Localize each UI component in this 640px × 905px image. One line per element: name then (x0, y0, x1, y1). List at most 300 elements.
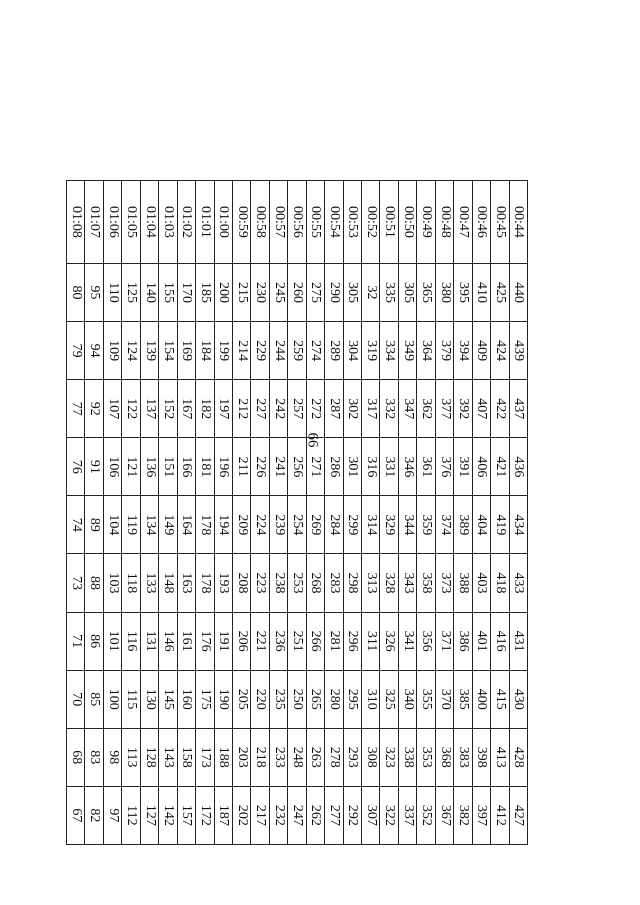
table-row (362, 181, 380, 845)
value-cell: 406 (472, 438, 490, 496)
value-cell: 287 (325, 380, 343, 438)
value-cell: 116 (122, 612, 140, 670)
value-cell: 403 (472, 554, 490, 612)
time-cell: 01:04 (140, 181, 158, 264)
value-cell: 395 (454, 264, 472, 322)
table-row (288, 181, 306, 845)
value-cell: 121 (122, 438, 140, 496)
value-cell: 341 (398, 612, 416, 670)
time-cell: 00:54 (325, 181, 343, 264)
value-cell: 206 (233, 612, 251, 670)
value-cell: 125 (122, 264, 140, 322)
value-cell: 317 (362, 380, 380, 438)
value-cell: 173 (196, 728, 214, 786)
value-cell: 422 (491, 380, 509, 438)
value-cell: 338 (398, 728, 416, 786)
value-cell: 259 (288, 322, 306, 380)
value-cell: 127 (140, 786, 158, 844)
value-cell: 139 (140, 322, 158, 380)
value-cell: 137 (140, 380, 158, 438)
value-cell: 107 (103, 380, 121, 438)
value-cell: 425 (491, 264, 509, 322)
value-cell: 305 (343, 264, 361, 322)
value-cell: 334 (380, 322, 398, 380)
value-cell: 104 (103, 496, 121, 554)
value-cell: 352 (417, 786, 435, 844)
value-cell: 382 (454, 786, 472, 844)
value-cell: 427 (509, 786, 527, 844)
time-cell: 00:44 (509, 181, 527, 264)
time-cell: 01:01 (196, 181, 214, 264)
value-cell: 380 (435, 264, 453, 322)
value-cell: 257 (288, 380, 306, 438)
value-cell: 230 (251, 264, 269, 322)
value-cell: 319 (362, 322, 380, 380)
value-cell: 101 (103, 612, 121, 670)
time-cell: 00:55 (306, 181, 324, 264)
value-cell: 209 (233, 496, 251, 554)
value-cell: 353 (417, 728, 435, 786)
value-cell: 167 (177, 380, 195, 438)
value-cell: 245 (269, 264, 287, 322)
value-cell: 92 (85, 380, 103, 438)
value-cell: 308 (362, 728, 380, 786)
value-cell: 212 (233, 380, 251, 438)
time-cell: 01:06 (103, 181, 121, 264)
value-cell: 431 (509, 612, 527, 670)
table-row (122, 181, 140, 845)
value-cell: 290 (325, 264, 343, 322)
value-cell: 436 (509, 438, 527, 496)
value-cell: 278 (325, 728, 343, 786)
table-body (67, 181, 528, 845)
value-cell: 103 (103, 554, 121, 612)
value-cell: 254 (288, 496, 306, 554)
value-cell: 247 (288, 786, 306, 844)
value-cell: 301 (343, 438, 361, 496)
table-row (472, 181, 490, 845)
value-cell: 77 (67, 380, 86, 438)
value-cell: 310 (362, 670, 380, 728)
value-cell: 322 (380, 786, 398, 844)
value-cell: 202 (233, 786, 251, 844)
value-cell: 205 (233, 670, 251, 728)
value-cell: 199 (214, 322, 232, 380)
value-cell: 421 (491, 438, 509, 496)
value-cell: 325 (380, 670, 398, 728)
value-cell: 302 (343, 380, 361, 438)
value-cell: 98 (103, 728, 121, 786)
value-cell: 415 (491, 670, 509, 728)
value-cell: 379 (435, 322, 453, 380)
value-cell: 215 (233, 264, 251, 322)
value-cell: 229 (251, 322, 269, 380)
value-cell: 124 (122, 322, 140, 380)
value-cell: 439 (509, 322, 527, 380)
value-cell: 412 (491, 786, 509, 844)
value-cell: 95 (85, 264, 103, 322)
value-cell: 79 (67, 322, 86, 380)
table-row (67, 181, 86, 845)
value-cell: 371 (435, 612, 453, 670)
value-cell: 76 (67, 438, 86, 496)
value-cell: 131 (140, 612, 158, 670)
value-cell: 359 (417, 496, 435, 554)
table-row (103, 181, 121, 845)
value-cell: 211 (233, 438, 251, 496)
time-cell: 00:57 (269, 181, 287, 264)
table-row (85, 181, 103, 845)
value-cell: 329 (380, 496, 398, 554)
time-cell: 00:53 (343, 181, 361, 264)
value-cell: 410 (472, 264, 490, 322)
value-cell: 281 (325, 612, 343, 670)
table-row (417, 181, 435, 845)
value-cell: 178 (196, 554, 214, 612)
value-cell: 196 (214, 438, 232, 496)
value-cell: 397 (472, 786, 490, 844)
table-row (159, 181, 177, 845)
value-cell: 80 (67, 264, 86, 322)
value-cell: 221 (251, 612, 269, 670)
value-cell: 194 (214, 496, 232, 554)
time-cell: 00:59 (233, 181, 251, 264)
value-cell: 155 (159, 264, 177, 322)
value-cell: 268 (306, 554, 324, 612)
value-cell: 314 (362, 496, 380, 554)
value-cell: 184 (196, 322, 214, 380)
value-cell: 226 (251, 438, 269, 496)
value-cell: 313 (362, 554, 380, 612)
time-cell: 00:56 (288, 181, 306, 264)
value-cell: 373 (435, 554, 453, 612)
value-cell: 70 (67, 670, 86, 728)
value-cell: 344 (398, 496, 416, 554)
value-cell: 158 (177, 728, 195, 786)
table-row (196, 181, 214, 845)
value-cell: 391 (454, 438, 472, 496)
value-cell: 253 (288, 554, 306, 612)
table-row (251, 181, 269, 845)
value-cell: 146 (159, 612, 177, 670)
value-cell: 362 (417, 380, 435, 438)
value-cell: 404 (472, 496, 490, 554)
value-cell: 284 (325, 496, 343, 554)
value-cell: 181 (196, 438, 214, 496)
value-cell: 283 (325, 554, 343, 612)
value-cell: 193 (214, 554, 232, 612)
time-cell: 01:08 (67, 181, 86, 264)
value-cell: 370 (435, 670, 453, 728)
value-cell: 388 (454, 554, 472, 612)
time-cell: 00:58 (251, 181, 269, 264)
value-cell: 394 (454, 322, 472, 380)
table-row (398, 181, 416, 845)
value-cell: 161 (177, 612, 195, 670)
value-cell: 82 (85, 786, 103, 844)
value-cell: 262 (306, 786, 324, 844)
value-cell: 296 (343, 612, 361, 670)
table-row (435, 181, 453, 845)
value-cell: 154 (159, 322, 177, 380)
value-cell: 218 (251, 728, 269, 786)
value-cell: 437 (509, 380, 527, 438)
value-cell: 277 (325, 786, 343, 844)
time-cell: 00:48 (435, 181, 453, 264)
value-cell: 232 (269, 786, 287, 844)
value-cell: 220 (251, 670, 269, 728)
value-cell: 235 (269, 670, 287, 728)
value-cell: 145 (159, 670, 177, 728)
value-cell: 187 (214, 786, 232, 844)
table-row (325, 181, 343, 845)
value-cell: 109 (103, 322, 121, 380)
table-row (306, 181, 324, 845)
value-cell: 419 (491, 496, 509, 554)
value-cell: 377 (435, 380, 453, 438)
value-cell: 272 (306, 380, 324, 438)
value-cell: 223 (251, 554, 269, 612)
table-row (491, 181, 509, 845)
value-cell: 200 (214, 264, 232, 322)
value-cell: 233 (269, 728, 287, 786)
rotated-table-container (66, 180, 528, 845)
value-cell: 86 (85, 612, 103, 670)
value-cell: 118 (122, 554, 140, 612)
value-cell: 368 (435, 728, 453, 786)
value-cell: 157 (177, 786, 195, 844)
value-cell: 166 (177, 438, 195, 496)
value-cell: 305 (398, 264, 416, 322)
value-cell: 307 (362, 786, 380, 844)
value-cell: 316 (362, 438, 380, 496)
value-cell: 292 (343, 786, 361, 844)
value-cell: 248 (288, 728, 306, 786)
value-cell: 242 (269, 380, 287, 438)
value-cell: 392 (454, 380, 472, 438)
table-row (380, 181, 398, 845)
value-cell: 68 (67, 728, 86, 786)
value-cell: 134 (140, 496, 158, 554)
value-cell: 143 (159, 728, 177, 786)
value-cell: 323 (380, 728, 398, 786)
value-cell: 367 (435, 786, 453, 844)
value-cell: 280 (325, 670, 343, 728)
value-cell: 203 (233, 728, 251, 786)
value-cell: 365 (417, 264, 435, 322)
value-cell: 182 (196, 380, 214, 438)
value-cell: 97 (103, 786, 121, 844)
value-cell: 185 (196, 264, 214, 322)
table-row (509, 181, 527, 845)
value-cell: 409 (472, 322, 490, 380)
value-cell: 217 (251, 786, 269, 844)
value-cell: 88 (85, 554, 103, 612)
value-cell: 271 (306, 438, 324, 496)
value-cell: 236 (269, 612, 287, 670)
value-cell: 250 (288, 670, 306, 728)
value-cell: 433 (509, 554, 527, 612)
value-cell: 191 (214, 612, 232, 670)
value-cell: 311 (362, 612, 380, 670)
value-cell: 256 (288, 438, 306, 496)
table-rotation-frame (66, 180, 528, 845)
value-cell: 337 (398, 786, 416, 844)
value-cell: 385 (454, 670, 472, 728)
table-row (177, 181, 195, 845)
value-cell: 269 (306, 496, 324, 554)
value-cell: 152 (159, 380, 177, 438)
value-cell: 356 (417, 612, 435, 670)
value-cell: 239 (269, 496, 287, 554)
value-cell: 140 (140, 264, 158, 322)
time-cell: 00:50 (398, 181, 416, 264)
value-cell: 293 (343, 728, 361, 786)
value-cell: 142 (159, 786, 177, 844)
value-cell: 398 (472, 728, 490, 786)
value-cell: 343 (398, 554, 416, 612)
table-row (454, 181, 472, 845)
value-cell: 238 (269, 554, 287, 612)
time-cell: 01:00 (214, 181, 232, 264)
value-cell: 274 (306, 322, 324, 380)
value-cell: 176 (196, 612, 214, 670)
value-cell: 128 (140, 728, 158, 786)
value-cell: 298 (343, 554, 361, 612)
value-cell: 112 (122, 786, 140, 844)
table-row (214, 181, 232, 845)
time-cell: 00:45 (491, 181, 509, 264)
value-cell: 67 (67, 786, 86, 844)
time-cell: 00:47 (454, 181, 472, 264)
value-cell: 401 (472, 612, 490, 670)
value-cell: 151 (159, 438, 177, 496)
value-cell: 331 (380, 438, 398, 496)
value-cell: 260 (288, 264, 306, 322)
value-cell: 169 (177, 322, 195, 380)
value-cell: 241 (269, 438, 287, 496)
value-cell: 208 (233, 554, 251, 612)
value-cell: 400 (472, 670, 490, 728)
value-cell: 89 (85, 496, 103, 554)
value-cell: 73 (67, 554, 86, 612)
time-cell: 00:49 (417, 181, 435, 264)
value-cell: 424 (491, 322, 509, 380)
value-cell: 32 (362, 264, 380, 322)
value-cell: 407 (472, 380, 490, 438)
value-cell: 374 (435, 496, 453, 554)
value-cell: 163 (177, 554, 195, 612)
value-cell: 275 (306, 264, 324, 322)
data-table (66, 180, 528, 845)
value-cell: 190 (214, 670, 232, 728)
value-cell: 74 (67, 496, 86, 554)
time-cell: 01:03 (159, 181, 177, 264)
value-cell: 340 (398, 670, 416, 728)
value-cell: 170 (177, 264, 195, 322)
value-cell: 328 (380, 554, 398, 612)
table-row (269, 181, 287, 845)
value-cell: 197 (214, 380, 232, 438)
value-cell: 83 (85, 728, 103, 786)
value-cell: 386 (454, 612, 472, 670)
value-cell: 389 (454, 496, 472, 554)
value-cell: 289 (325, 322, 343, 380)
value-cell: 94 (85, 322, 103, 380)
value-cell: 175 (196, 670, 214, 728)
value-cell: 227 (251, 380, 269, 438)
value-cell: 113 (122, 728, 140, 786)
value-cell: 133 (140, 554, 158, 612)
value-cell: 100 (103, 670, 121, 728)
value-cell: 355 (417, 670, 435, 728)
value-cell: 263 (306, 728, 324, 786)
value-cell: 265 (306, 670, 324, 728)
value-cell: 106 (103, 438, 121, 496)
value-cell: 115 (122, 670, 140, 728)
value-cell: 286 (325, 438, 343, 496)
value-cell: 383 (454, 728, 472, 786)
value-cell: 266 (306, 612, 324, 670)
value-cell: 172 (196, 786, 214, 844)
value-cell: 295 (343, 670, 361, 728)
value-cell: 299 (343, 496, 361, 554)
time-cell: 00:52 (362, 181, 380, 264)
value-cell: 244 (269, 322, 287, 380)
value-cell: 119 (122, 496, 140, 554)
value-cell: 376 (435, 438, 453, 496)
value-cell: 148 (159, 554, 177, 612)
value-cell: 346 (398, 438, 416, 496)
page-number: 66 (304, 432, 321, 448)
value-cell: 188 (214, 728, 232, 786)
time-cell: 01:05 (122, 181, 140, 264)
value-cell: 251 (288, 612, 306, 670)
value-cell: 71 (67, 612, 86, 670)
value-cell: 413 (491, 728, 509, 786)
value-cell: 130 (140, 670, 158, 728)
value-cell: 110 (103, 264, 121, 322)
table-row (140, 181, 158, 845)
time-cell: 00:51 (380, 181, 398, 264)
value-cell: 160 (177, 670, 195, 728)
table-row (233, 181, 251, 845)
time-cell: 00:46 (472, 181, 490, 264)
value-cell: 136 (140, 438, 158, 496)
value-cell: 428 (509, 728, 527, 786)
value-cell: 178 (196, 496, 214, 554)
value-cell: 164 (177, 496, 195, 554)
value-cell: 364 (417, 322, 435, 380)
value-cell: 85 (85, 670, 103, 728)
value-cell: 434 (509, 496, 527, 554)
value-cell: 416 (491, 612, 509, 670)
value-cell: 332 (380, 380, 398, 438)
value-cell: 361 (417, 438, 435, 496)
value-cell: 335 (380, 264, 398, 322)
value-cell: 349 (398, 322, 416, 380)
value-cell: 418 (491, 554, 509, 612)
value-cell: 347 (398, 380, 416, 438)
time-cell: 01:02 (177, 181, 195, 264)
value-cell: 224 (251, 496, 269, 554)
value-cell: 430 (509, 670, 527, 728)
value-cell: 122 (122, 380, 140, 438)
table-row (343, 181, 361, 845)
value-cell: 149 (159, 496, 177, 554)
value-cell: 358 (417, 554, 435, 612)
value-cell: 214 (233, 322, 251, 380)
